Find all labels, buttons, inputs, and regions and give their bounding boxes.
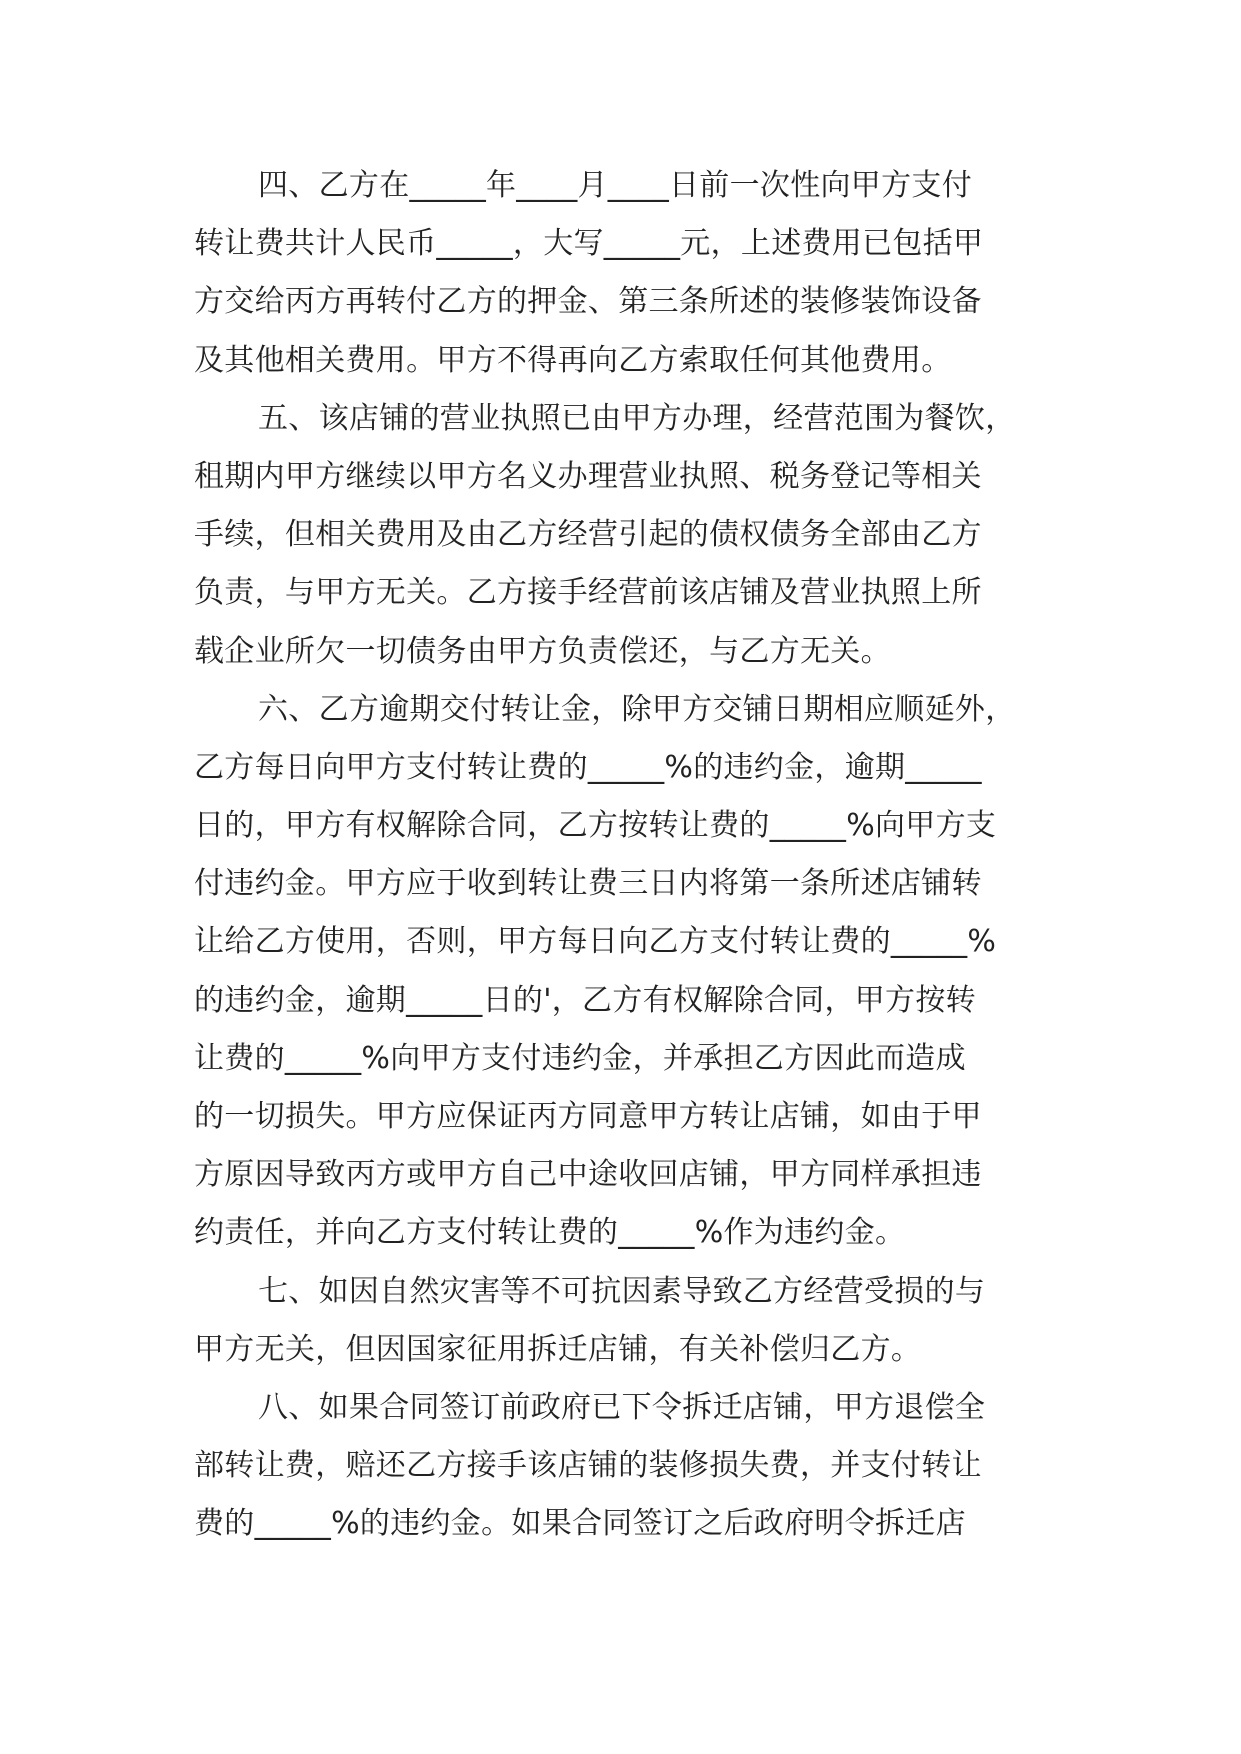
clause-5-line-3: 手续，但相关费用及由乙方经营引起的债权债务全部由乙方 (194, 517, 982, 553)
clause-6-line-6: 的违约金，逾期_____日的'，乙方有权解除合同，甲方按转 (194, 982, 976, 1018)
clause-6-line-10: 约责任，并向乙方支付转让费的_____%作为违约金。 (194, 1215, 906, 1251)
clause-8-line-1: 八、如果合同签订前政府已下令拆迁店铺，甲方退偿全 (258, 1389, 986, 1425)
clause-4-line-1: 四、乙方在_____年____月____日前一次性向甲方支付 (258, 168, 972, 203)
clause-8-line-2: 部转让费，赔还乙方接手该店铺的装修损失费，并支付转让 (194, 1448, 982, 1484)
clause-6-line-5: 让给乙方使用，否则，甲方每日向乙方支付转让费的_____% (194, 924, 997, 960)
clause-5-line-5: 载企业所欠一切债务由甲方负责偿还，与乙方无关。 (194, 633, 891, 669)
clause-6-line-2: 乙方每日向甲方支付转让费的_____%的违约金，逾期_____ (194, 749, 982, 785)
clause-6-line-4: 付违约金。甲方应于收到转让费三日内将第一条所述店铺转 (194, 866, 982, 902)
clause-6-line-8: 的一切损失。甲方应保证丙方同意甲方转让店铺，如由于甲 (194, 1099, 982, 1134)
clause-4-line-3: 方交给丙方再转付乙方的押金、第三条所述的装修装饰设备 (194, 284, 982, 320)
contract-body-text (194, 157, 1094, 1554)
clause-6-line-3: 日的，甲方有权解除合同，乙方按转让费的_____%向甲方支 (194, 808, 997, 844)
clause-6-line-9: 方原因导致丙方或甲方自己中途收回店铺，甲方同样承担违 (194, 1157, 982, 1193)
clause-5-line-1: 五、该店铺的营业执照已由甲方办理，经营范围为餐饮， (258, 400, 1016, 436)
clause-4-line-2: 转让费共计人民币_____，大写_____元，上述费用已包括甲 (194, 226, 984, 262)
clause-4-line-4: 及其他相关费用。甲方不得再向乙方索取任何其他费用。 (194, 342, 952, 378)
clause-8-line-3: 费的_____%的违约金。如果合同签订之后政府明令拆迁店 (194, 1506, 966, 1542)
clause-7-line-2: 甲方无关，但因国家征用拆迁店铺，有关补偿归乙方。 (194, 1331, 922, 1367)
clause-6-line-1: 六、乙方逾期交付转让金，除甲方交铺日期相应顺延外， (258, 691, 1016, 727)
clause-5-line-2: 租期内甲方继续以甲方名义办理营业执照、税务登记等相关 (194, 458, 982, 494)
clause-7-line-1: 七、如因自然灾害等不可抗因素导致乙方经营受损的与 (258, 1273, 986, 1309)
clause-5-line-4: 负责，与甲方无关。乙方接手经营前该店铺及营业执照上所 (194, 575, 982, 611)
clause-6-line-7: 让费的_____%向甲方支付违约金，并承担乙方因此而造成 (194, 1040, 966, 1076)
